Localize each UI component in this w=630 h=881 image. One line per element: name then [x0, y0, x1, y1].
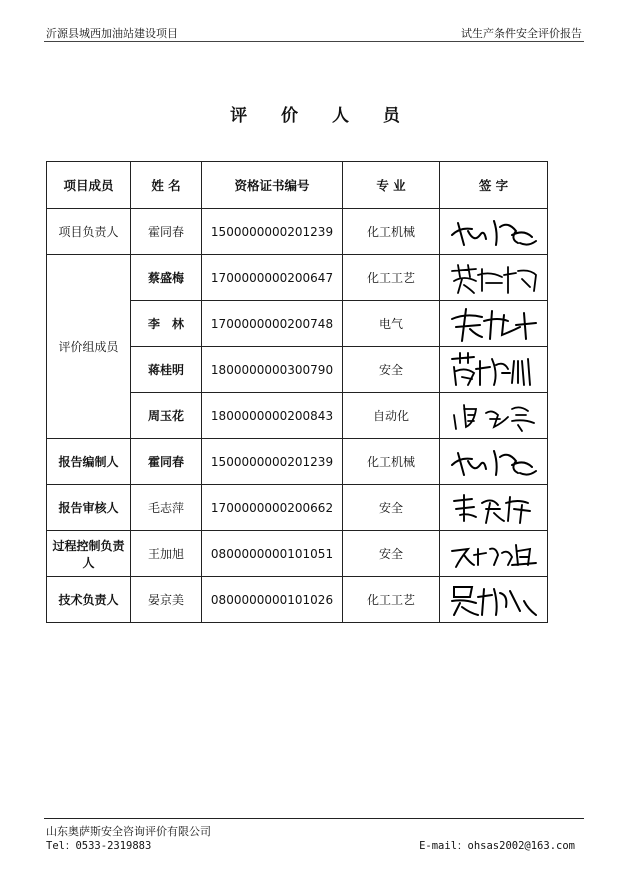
- table-row: [47, 255, 548, 301]
- role-cell: 报告编制人: [47, 439, 131, 485]
- signature-image: [446, 213, 542, 251]
- name-cell: 霍同春: [131, 209, 202, 255]
- cert-cell: 1800000000200843: [202, 393, 343, 439]
- table-row: [47, 209, 548, 255]
- header-cell-major: 专 业: [343, 162, 440, 209]
- major-cell: 安全: [343, 531, 440, 577]
- signature-cell: [440, 577, 548, 623]
- major-cell: 化工机械: [343, 209, 440, 255]
- major-cell: 化工工艺: [343, 255, 440, 301]
- header-cell-role: 项目成员: [47, 162, 131, 209]
- role-cell: 报告审核人: [47, 485, 131, 531]
- major-cell: 化工工艺: [343, 577, 440, 623]
- signature-cell: [440, 485, 548, 531]
- cert-cell: 1700000000200662: [202, 485, 343, 531]
- cert-cell: 1700000000200748: [202, 301, 343, 347]
- name-cell: 李 林: [131, 301, 202, 347]
- table-header-row: [47, 162, 548, 209]
- signature-cell: [440, 531, 548, 577]
- name-cell: 霍同春: [131, 439, 202, 485]
- role-cell: 过程控制负责人: [47, 531, 131, 577]
- header-cell-cert: 资格证书编号: [202, 162, 343, 209]
- staff-table: [46, 161, 548, 623]
- header-project-name: 沂源县城西加油站建设项目: [46, 27, 178, 40]
- major-cell: 化工机械: [343, 439, 440, 485]
- table-row: [47, 485, 548, 531]
- major-cell: 安全: [343, 347, 440, 393]
- signature-image: [446, 443, 542, 481]
- footer-company: 山东奥萨斯安全咨询评价有限公司: [46, 825, 211, 838]
- signature-cell: [440, 301, 548, 347]
- header-cell-signature: 签 字: [440, 162, 548, 209]
- major-cell: 电气: [343, 301, 440, 347]
- table-row: [47, 439, 548, 485]
- signature-cell: [440, 393, 548, 439]
- cert-cell: 1800000000300790: [202, 347, 343, 393]
- cert-cell: 1500000000201239: [202, 439, 343, 485]
- header-cell-name: 姓 名: [131, 162, 202, 209]
- cert-cell: 1700000000200647: [202, 255, 343, 301]
- signature-image: [446, 397, 542, 435]
- name-cell: 晏京美: [131, 577, 202, 623]
- signature-image: [446, 581, 542, 619]
- name-cell: 周玉花: [131, 393, 202, 439]
- footer-divider: [44, 818, 584, 819]
- signature-cell: [440, 255, 548, 301]
- role-cell: 项目负责人: [47, 209, 131, 255]
- signature-image: [446, 489, 542, 527]
- table-row: [47, 531, 548, 577]
- major-cell: 安全: [343, 485, 440, 531]
- page-title: 评 价 人 员: [230, 106, 414, 126]
- name-cell: 蒋桂明: [131, 347, 202, 393]
- name-cell: 王加旭: [131, 531, 202, 577]
- name-cell: 毛志萍: [131, 485, 202, 531]
- footer-telephone: Tel：0533-2319883: [46, 840, 152, 852]
- signature-cell: [440, 439, 548, 485]
- header-divider: [44, 41, 584, 42]
- role-cell: 评价组成员: [47, 255, 131, 439]
- header-report-name: 试生产条件安全评价报告: [461, 27, 582, 40]
- signature-cell: [440, 209, 548, 255]
- cert-cell: 0800000000101051: [202, 531, 343, 577]
- signature-image: [446, 535, 542, 573]
- major-cell: 自动化: [343, 393, 440, 439]
- signature-image: [446, 259, 542, 297]
- name-cell: 蔡盛梅: [131, 255, 202, 301]
- table-row: [47, 577, 548, 623]
- cert-cell: 1500000000201239: [202, 209, 343, 255]
- role-cell: 技术负责人: [47, 577, 131, 623]
- footer-email: E-mail：ohsas2002@163.com: [419, 840, 575, 852]
- signature-image: [446, 305, 542, 343]
- signature-cell: [440, 347, 548, 393]
- signature-image: [446, 351, 542, 389]
- cert-cell: 0800000000101026: [202, 577, 343, 623]
